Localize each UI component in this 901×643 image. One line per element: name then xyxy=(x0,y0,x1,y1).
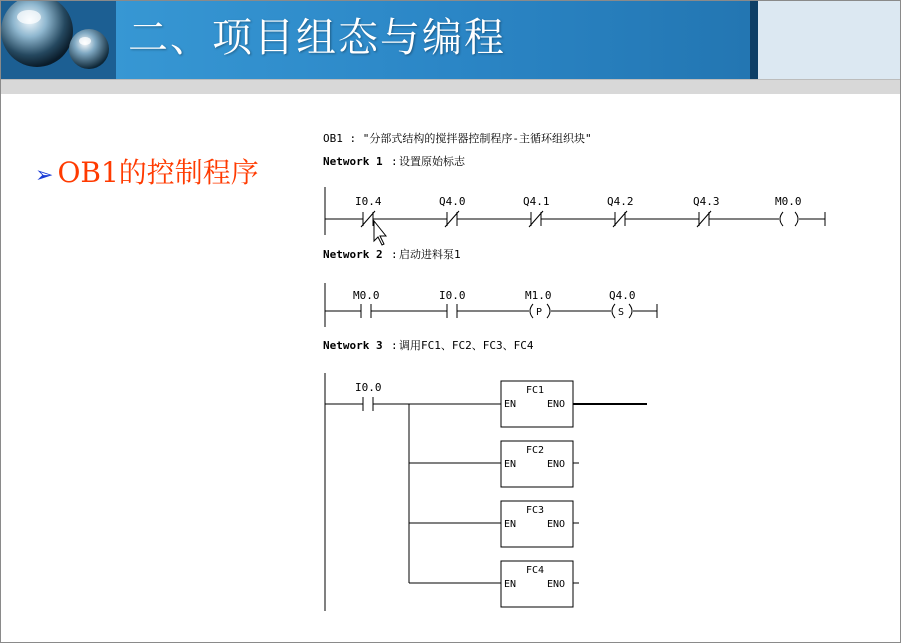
network-3-colon: : xyxy=(391,339,398,352)
network-2-colon: : xyxy=(391,248,398,261)
contact-i04: I0.4 xyxy=(355,195,382,208)
coil-m10: M1.0 xyxy=(525,289,552,302)
network-3-comment: 调用FC1、FC2、FC3、FC4 xyxy=(399,339,534,352)
block-fc2-en: EN xyxy=(504,459,517,470)
coil-m00: M0.0 xyxy=(775,195,802,208)
block-fc3-en: EN xyxy=(504,519,517,530)
contact-i00-n3: I0.0 xyxy=(355,381,382,394)
block-fc3-name: FC3 xyxy=(526,505,545,516)
network-3-label: Network 3 xyxy=(323,339,383,352)
ob1-block-title: OB1 : "分部式结构的搅拌器控制程序-主循环组织块" xyxy=(323,132,592,145)
bullet-text: OB1的控制程序 xyxy=(57,156,259,189)
coil-p-symbol: P xyxy=(536,307,543,318)
slide-title: 二、项目组态与编程 xyxy=(128,15,506,61)
contact-m00: M0.0 xyxy=(353,289,380,302)
network-1-colon: : xyxy=(391,155,398,168)
block-fc1-eno: ENO xyxy=(547,399,566,410)
network-2-comment: 启动进料泵1 xyxy=(399,248,461,261)
contact-q41: Q4.1 xyxy=(523,195,550,208)
contact-q40: Q4.0 xyxy=(439,195,466,208)
header-right-panel xyxy=(750,1,900,79)
block-fc2-name: FC2 xyxy=(526,445,545,456)
arrow-bullet-icon: ➢ xyxy=(35,163,54,188)
network-2-label: Network 2 xyxy=(323,248,383,261)
header-band xyxy=(1,79,900,94)
contact-i00: I0.0 xyxy=(439,289,466,302)
coil-q40: Q4.0 xyxy=(609,289,636,302)
network-1-comment: 设置原始标志 xyxy=(399,155,465,168)
block-fc4-name: FC4 xyxy=(526,565,545,576)
contact-q42: Q4.2 xyxy=(607,195,634,208)
block-fc1-en: EN xyxy=(504,399,517,410)
ladder-diagram xyxy=(311,121,871,621)
glass-orbs-icon xyxy=(1,1,116,79)
block-fc1-name: FC1 xyxy=(526,385,545,396)
block-fc3-eno: ENO xyxy=(547,519,566,530)
block-fc4-eno: ENO xyxy=(547,579,566,590)
coil-s-symbol: S xyxy=(618,307,625,318)
bullet-heading xyxy=(35,153,259,196)
contact-q43: Q4.3 xyxy=(693,195,720,208)
block-fc2-eno: ENO xyxy=(547,459,566,470)
block-fc4-en: EN xyxy=(504,579,517,590)
network-1-label: Network 1 xyxy=(323,155,383,168)
